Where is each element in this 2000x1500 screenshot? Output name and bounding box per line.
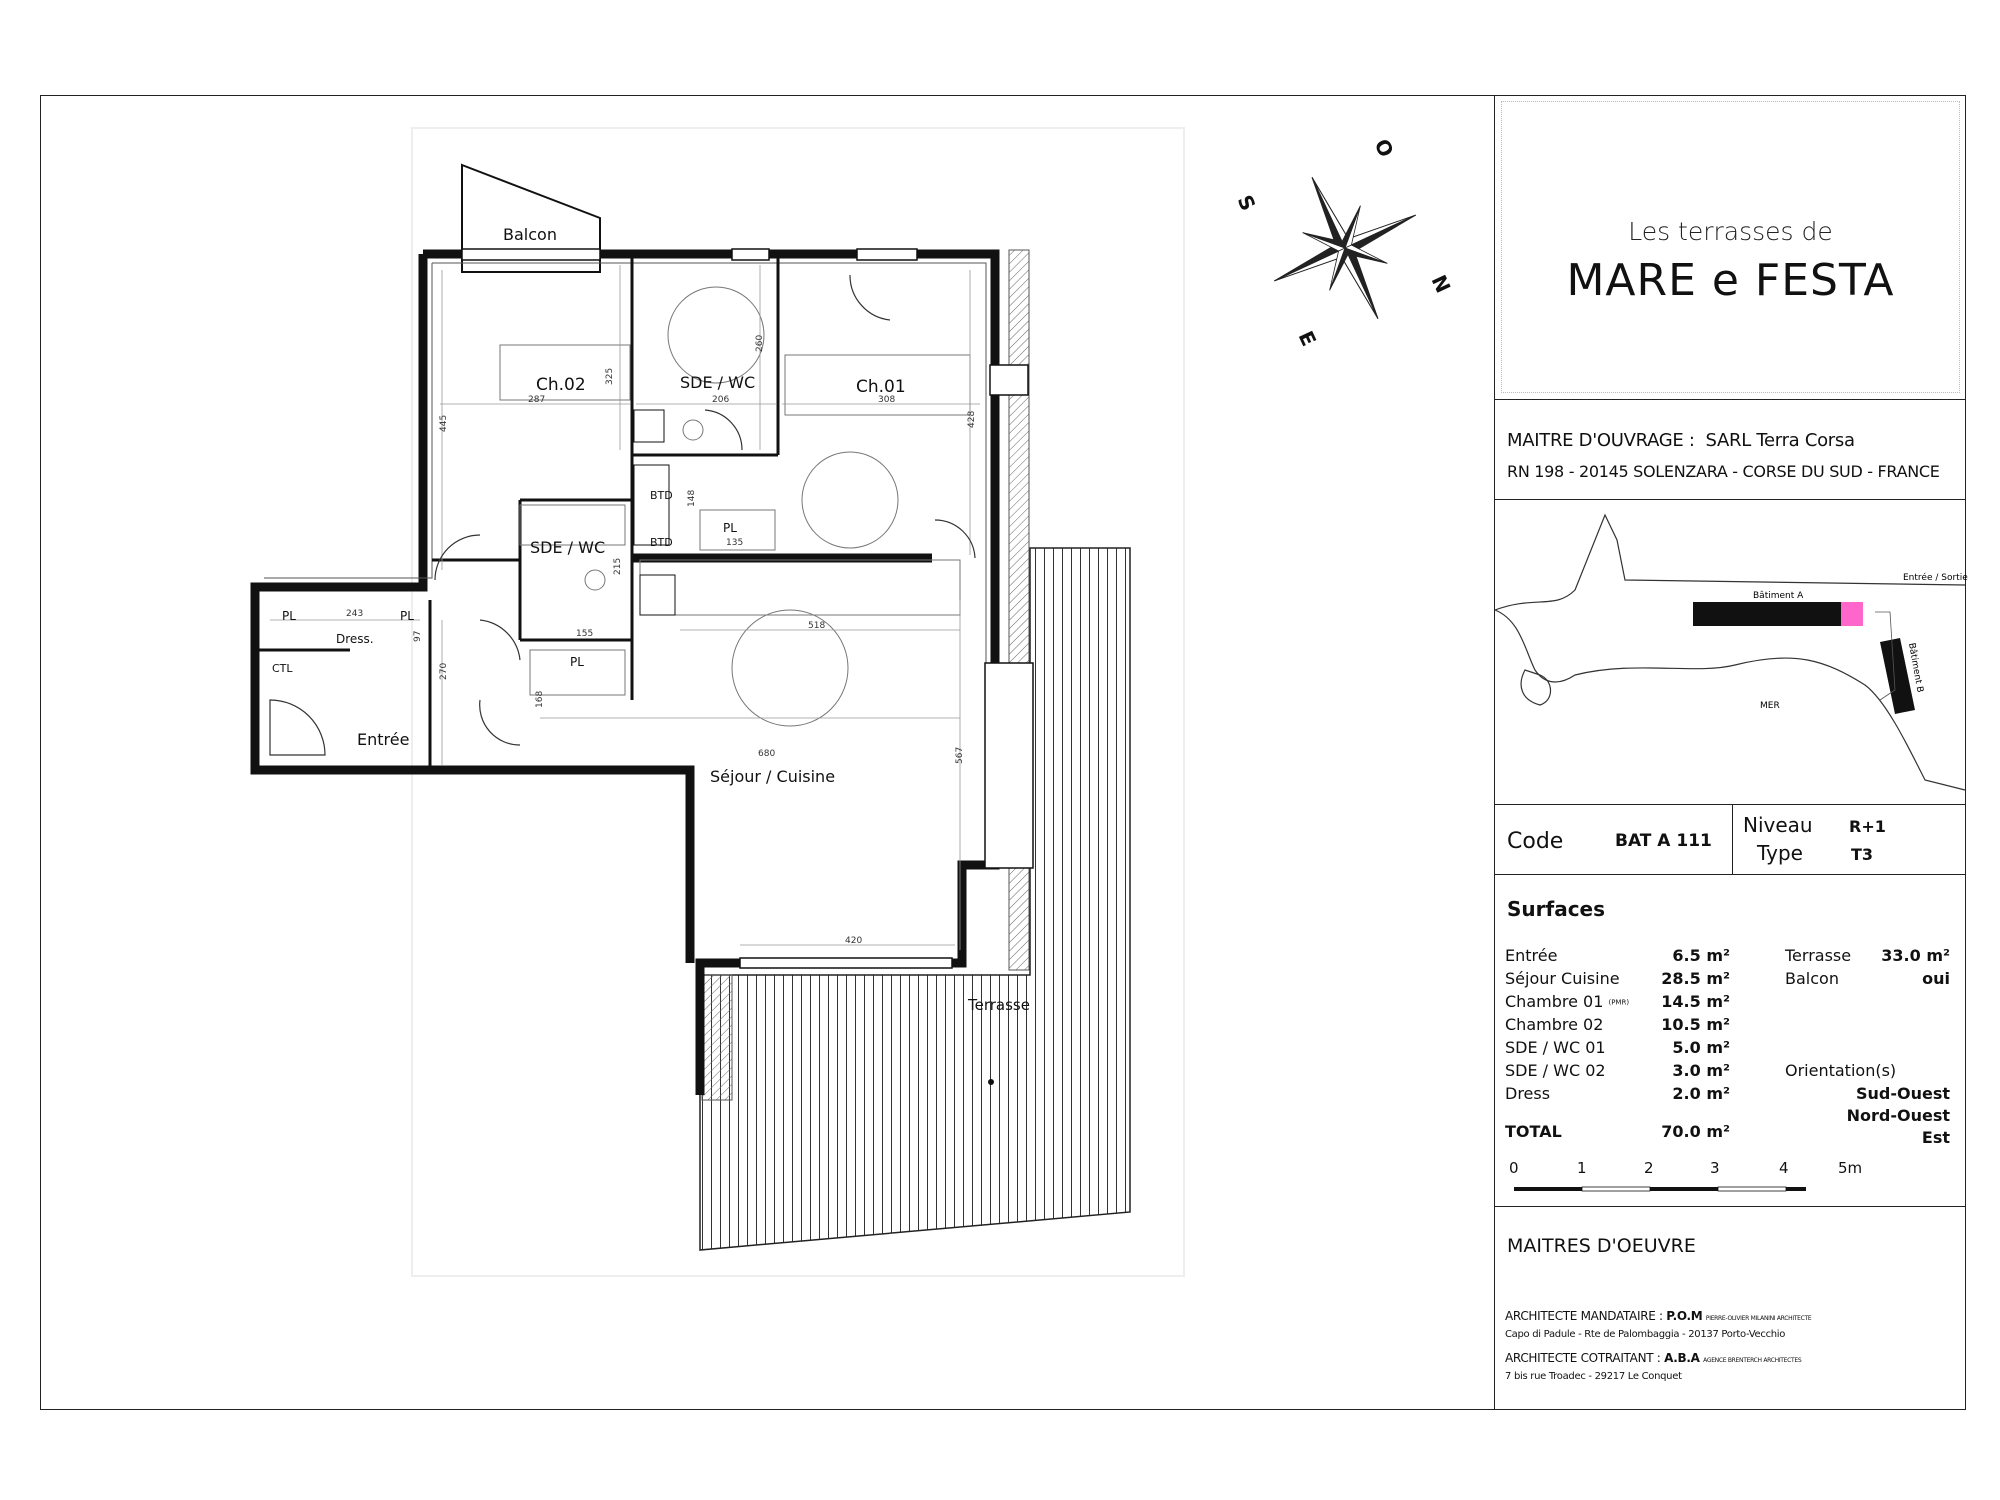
dimension-label: 148: [687, 489, 697, 507]
dimension-label: 155: [576, 629, 594, 639]
room-label-dress: Dress.: [336, 632, 374, 646]
total-value: 70.0 m²: [1661, 1122, 1730, 1141]
maitres-oeuvre-section: [1495, 1207, 1966, 1410]
room-label-ctl: CTL: [272, 662, 293, 675]
compass-s: S: [1232, 191, 1261, 215]
dimension-label: 243: [346, 609, 364, 619]
total-label: TOTAL: [1505, 1122, 1562, 1141]
dimension-label: 567: [955, 746, 965, 764]
dotted-frame: [1501, 101, 1960, 393]
dimension-label: 445: [439, 414, 449, 432]
architect-2-line: [1505, 1351, 1801, 1365]
scale-tick-label: 3: [1710, 1159, 1720, 1177]
windows: [462, 249, 1033, 968]
code-value: BAT A 111: [1615, 831, 1712, 851]
room-label-pl-1: PL: [723, 521, 737, 535]
dimension-label: 325: [605, 367, 615, 385]
dimension-label: 260: [755, 334, 765, 352]
room-label-ch02: Ch.02: [536, 375, 586, 395]
terrace-deck: [700, 548, 1130, 1250]
surface-name-line: [1505, 993, 1629, 1012]
compass-rose: [1241, 144, 1448, 351]
balcon-value: oui: [1922, 969, 1950, 988]
surface-value: 14.5 m²: [1661, 992, 1730, 1011]
site-plan-section: [1495, 500, 1966, 805]
owner-label: MAITRE D'OUVRAGE :: [1507, 430, 1695, 451]
owner-address: RN 198 - 20145 SOLENZARA - CORSE DU SUD - FRANCE: [1507, 462, 1940, 481]
compass-n: N: [1426, 271, 1456, 297]
architect-1-label: ARCHITECTE MANDATAIRE :: [1505, 1309, 1663, 1323]
dimension-label: 168: [535, 690, 545, 708]
orientation-value: Nord-Ouest: [1846, 1106, 1950, 1125]
site-label-batiment-b: Bâtiment B: [1906, 642, 1925, 694]
project-title: MARE e FESTA: [1566, 255, 1895, 306]
room-label-pl-2: PL: [570, 655, 584, 669]
door-swings: [270, 275, 975, 755]
dimension-label: 215: [613, 557, 623, 575]
surface-name: Chambre 02: [1505, 1015, 1604, 1034]
surfaces-section: [1495, 875, 1966, 1207]
architect-2-fullname: AGENCE BRENTERCH ARCHITECTES: [1703, 1357, 1802, 1364]
surface-value: 5.0 m²: [1672, 1038, 1730, 1057]
orientation-value: Est: [1921, 1128, 1950, 1147]
dimension-lines: [270, 265, 980, 950]
niveau-value: R+1: [1849, 817, 1886, 836]
site-plan: [1495, 500, 1968, 803]
unit-highlight: [1841, 602, 1863, 626]
dimension-label: 97: [413, 630, 423, 642]
dimension-labels: [346, 335, 977, 946]
architect-2-address: 7 bis rue Troadec - 29217 Le Conquet: [1505, 1371, 1682, 1382]
architect-2-name: A.B.A: [1664, 1351, 1700, 1365]
maitres-oeuvre-title: MAITRES D'OEUVRE: [1507, 1235, 1696, 1257]
terrace-marker: [988, 1079, 994, 1085]
dimension-label: 308: [878, 395, 896, 405]
scale-tick-label: 5m: [1838, 1159, 1863, 1177]
dimension-label: 680: [758, 749, 776, 759]
surface-value: 2.0 m²: [1672, 1084, 1730, 1103]
surface-tag: (PMR): [1608, 998, 1630, 1007]
architect-1-fullname: PIERRE-OLIVIER MILANINI ARCHITECTE: [1705, 1315, 1812, 1322]
architect-1-line: [1505, 1309, 1811, 1323]
dimension-label: 270: [439, 662, 449, 680]
room-label-entree: Entrée: [357, 730, 410, 749]
surface-name: SDE / WC 01: [1505, 1038, 1606, 1057]
type-value: T3: [1851, 845, 1874, 864]
orientation-label: Orientation(s): [1785, 1061, 1897, 1080]
dimension-label: 135: [726, 538, 744, 548]
room-label-terrasse: Terrasse: [968, 996, 1030, 1014]
surface-name: Dress: [1505, 1084, 1551, 1103]
surface-name: Séjour Cuisine: [1505, 969, 1620, 988]
code-section: [1495, 805, 1966, 875]
dimension-label: 420: [845, 936, 863, 946]
compass-e: E: [1293, 327, 1322, 350]
surface-value: 28.5 m²: [1661, 969, 1730, 988]
balcon-label: Balcon: [1785, 969, 1839, 988]
room-label-sejour: Séjour / Cuisine: [710, 767, 836, 786]
terrasse-value: 33.0 m²: [1881, 946, 1950, 965]
room-label-btd-1: BTD: [650, 489, 673, 502]
code-divider: [1732, 805, 1733, 874]
surface-name: Entrée: [1505, 946, 1558, 965]
owner-line: [1507, 430, 1855, 451]
surface-name: SDE / WC 02: [1505, 1061, 1606, 1080]
site-label-mer: MER: [1760, 701, 1780, 711]
dimension-label: 206: [712, 395, 730, 405]
code-label: Code: [1507, 829, 1564, 854]
architect-1-address: Capo di Padule - Rte de Palombaggia - 20137 Porto-Vecchio: [1505, 1329, 1786, 1340]
batiment-a-block: [1693, 602, 1863, 626]
project-pretitle: Les terrasses de: [1628, 217, 1833, 246]
room-label-pl-4: PL: [400, 609, 414, 623]
project-title-section: [1495, 95, 1966, 400]
architect-2-label: ARCHITECTE COTRAITANT :: [1505, 1351, 1661, 1365]
room-label-sde-wc-2: SDE / WC: [530, 538, 606, 557]
surface-value: 6.5 m²: [1672, 946, 1730, 965]
scale-tick-label: 0: [1509, 1159, 1519, 1177]
dimension-label: 287: [528, 395, 546, 405]
surface-name: Chambre 01: [1505, 992, 1604, 1011]
orientation-value: Sud-Ouest: [1855, 1084, 1950, 1103]
scale-tick-label: 4: [1779, 1159, 1789, 1177]
dimension-label: 428: [967, 410, 977, 428]
surface-value: 3.0 m²: [1672, 1061, 1730, 1080]
scale-tick-label: 1: [1577, 1159, 1587, 1177]
room-label-btd-2: BTD: [650, 536, 673, 549]
room-label-pl-3: PL: [282, 609, 296, 623]
surfaces-title: Surfaces: [1507, 897, 1606, 921]
room-label-ch01: Ch.01: [856, 377, 906, 397]
room-label-sde-wc-1: SDE / WC: [680, 373, 756, 392]
compass-o: O: [1369, 135, 1399, 161]
dimension-label: 518: [808, 621, 826, 631]
scale-bar: [1509, 1157, 1863, 1202]
facade-hatch-terrace: [702, 975, 732, 1100]
scale-tick-label: 2: [1644, 1159, 1654, 1177]
site-label-entree-sortie: Entrée / Sortie: [1903, 573, 1968, 583]
surface-value: 10.5 m²: [1661, 1015, 1730, 1034]
niveau-label: Niveau: [1743, 813, 1813, 837]
owner-name: SARL Terra Corsa: [1705, 430, 1855, 451]
type-label: Type: [1757, 841, 1803, 865]
title-block: [1494, 95, 1966, 1410]
terrasse-label: Terrasse: [1785, 946, 1852, 965]
room-label-balcon: Balcon: [503, 225, 557, 244]
site-label-batiment-a: Bâtiment A: [1753, 591, 1804, 601]
owner-section: [1495, 400, 1966, 500]
architect-1-name: P.O.M: [1666, 1309, 1703, 1323]
